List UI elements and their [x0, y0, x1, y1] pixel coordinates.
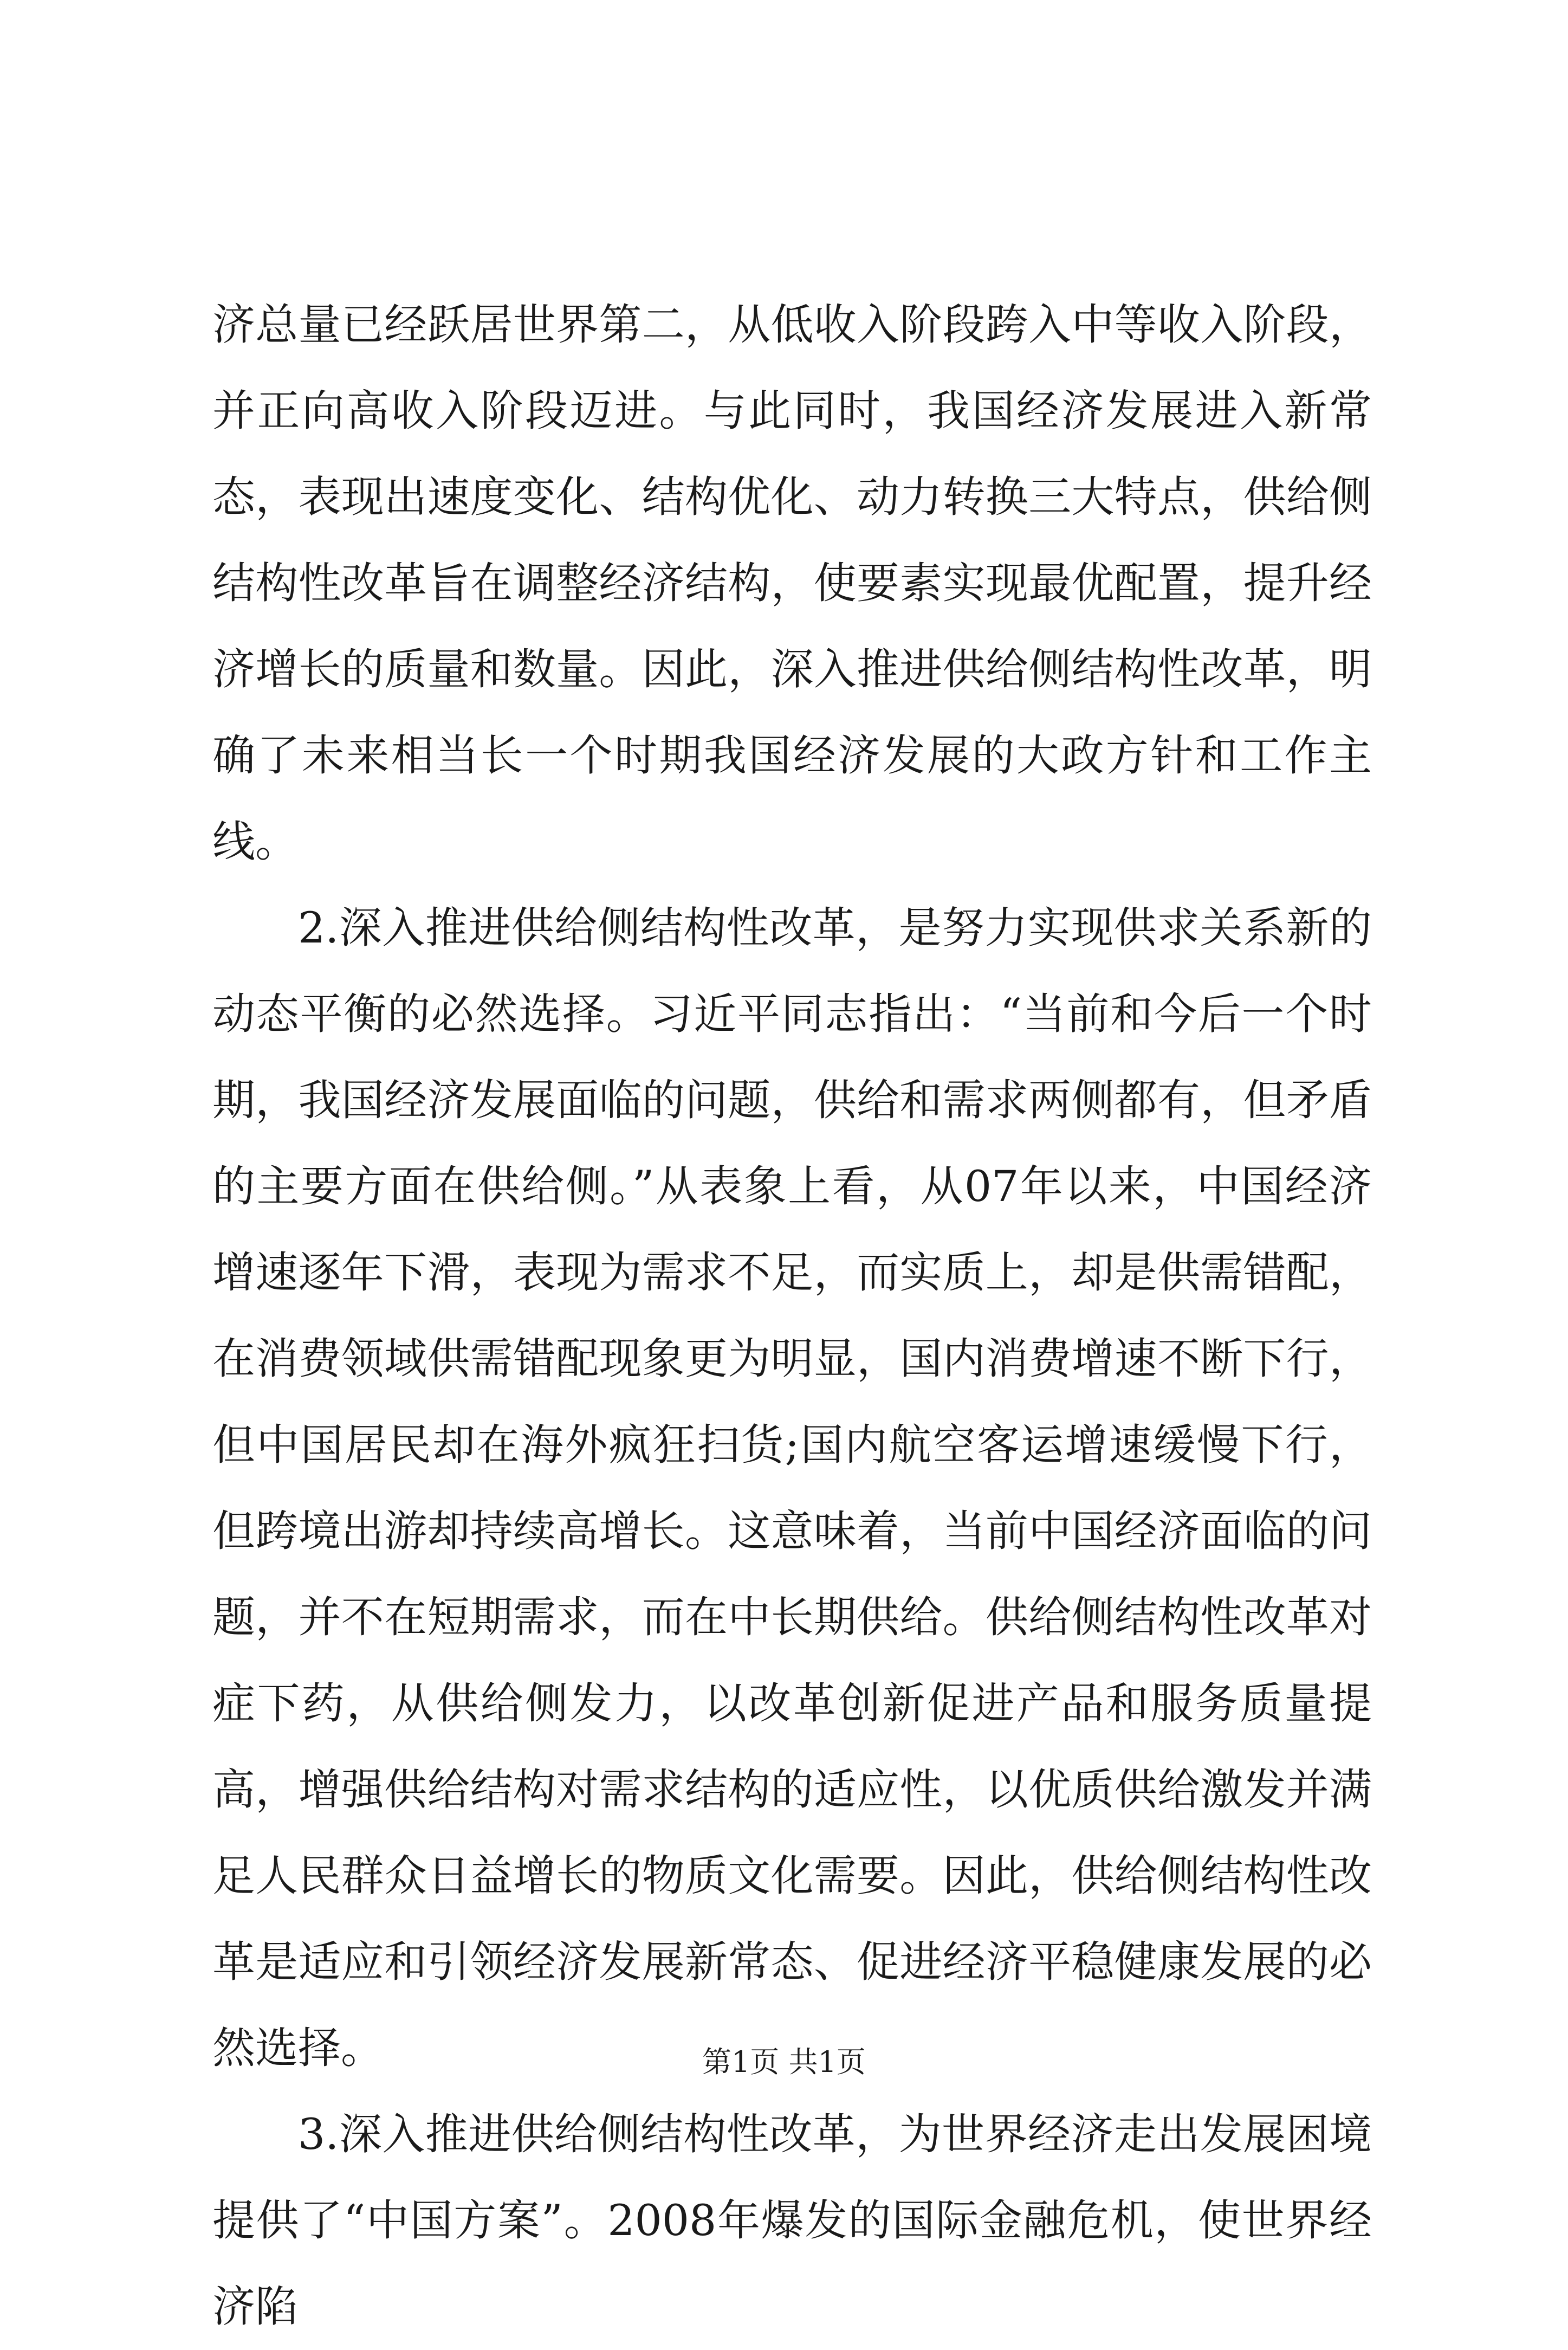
- paragraph-3: 3.深入推进供给侧结构性改革，为世界经济走出发展困境提供了“中国方案”。2008年爆发的国际金融危机，使世界经济陷: [212, 2109, 1372, 2332]
- paragraph-2: 2.深入推进供给侧结构性改革，是努力实现供求关系新的动态平衡的必然选择。习近平同志指出：“当前和今后一个时期，我国经济发展面临的问题，供给和需求两侧都有，但矛盾的主要方面在供给侧。”从表象上看，从07年以来，中国经济增速逐年下滑，表现为需求不足，而实质上，却是供需错配，在消费领域供需错配现象更为明显，国内消费增速不断下行，但中国居民却在海外疯狂扫货;国内航空客运增速缓慢下行，但跨境出游却持续高增长。这意味着，当前中国经济面临的问题，并不在短期需求，而在中长期供给。供给侧结构性改革对症下药，从供给侧发力，以改革创新促进产品和服务质量提高，增强供给结构对需求结构的适应性，以优质供给激发并满足人民群众日益增长的物质文化需要。因此，供给侧结构性改革是适应和引领经济发展新常态、促进经济平稳健康发展的必然选择。: [212, 903, 1372, 2073]
- page-footer: 第1页 共1页: [702, 2045, 866, 2079]
- document-body: [212, 282, 1372, 2350]
- paragraph-continued: 济总量已经跃居世界第二，从低收入阶段跨入中等收入阶段，并正向高收入阶段迈进。与此同时，我国经济发展进入新常态，表现出速度变化、结构优化、动力转换三大特点，供给侧结构性改革旨在调整经济结构，使要素实现最优配置，提升经济增长的质量和数量。因此，深入推进供给侧结构性改革，明确了未来相当长一个时期我国经济发展的大政方针和工作主线。: [212, 300, 1372, 867]
